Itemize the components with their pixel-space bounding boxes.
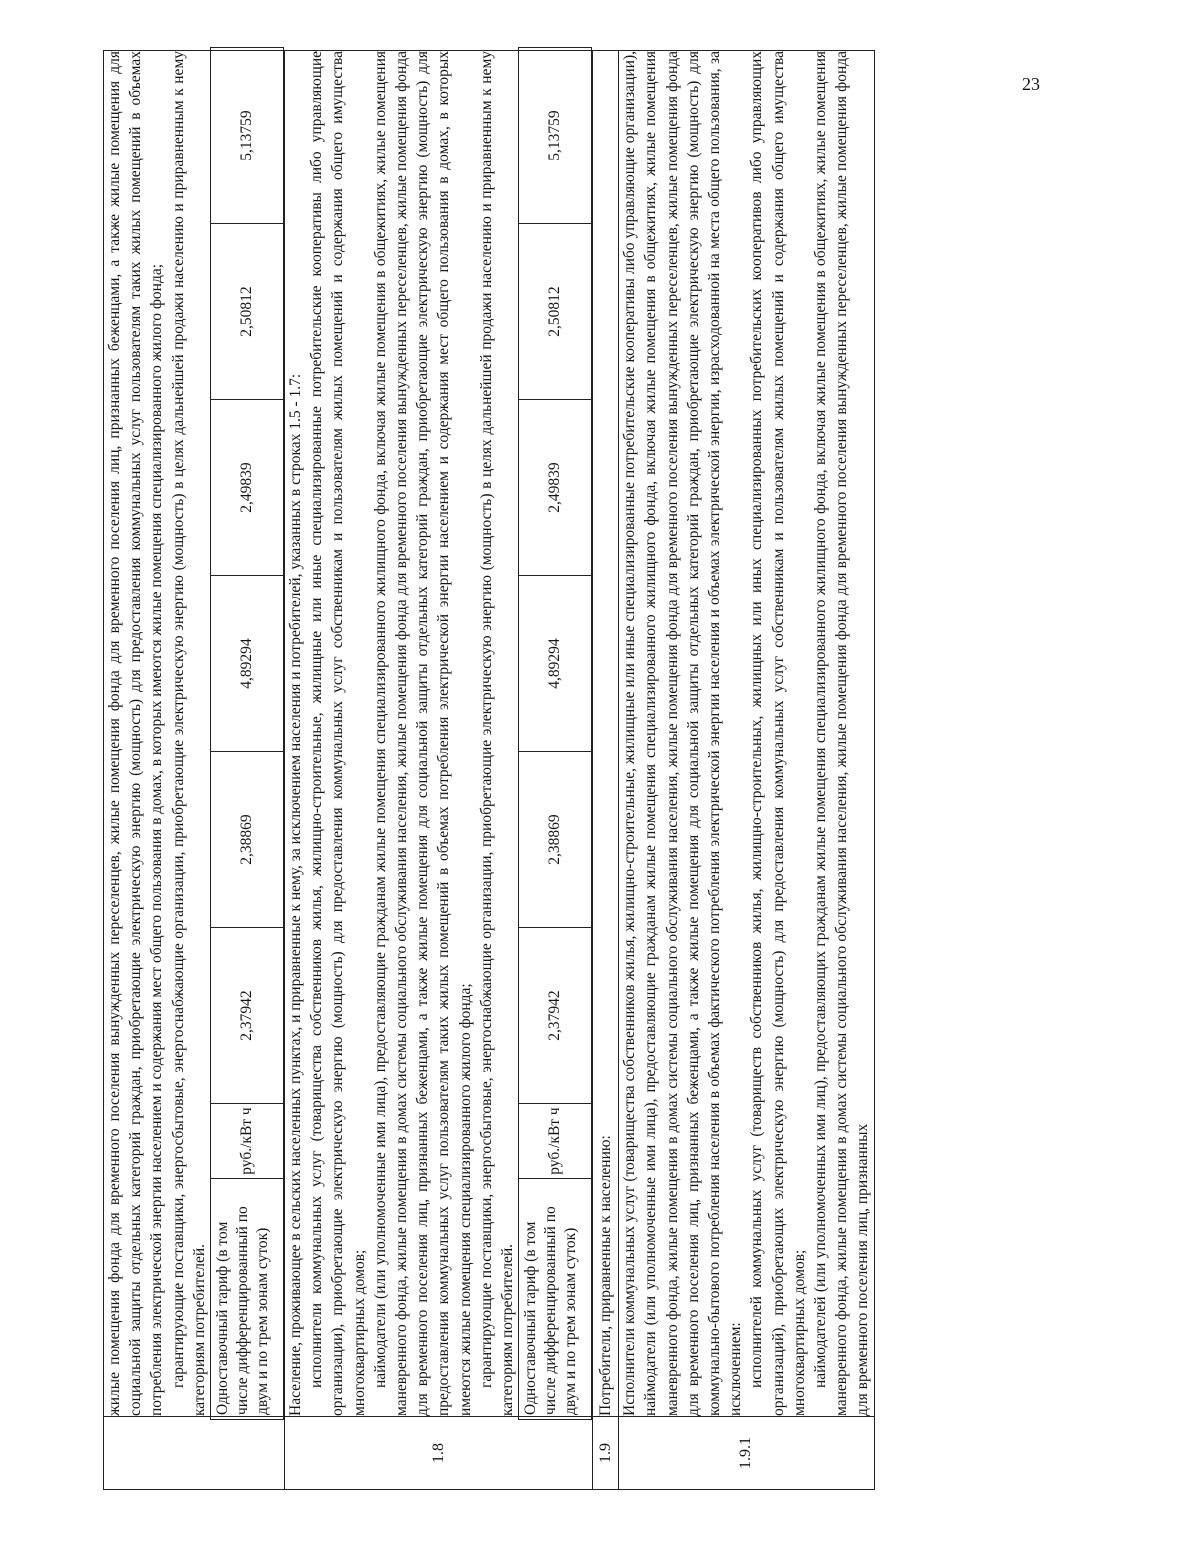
page-number: 23 <box>1022 74 1040 94</box>
tariff-value: 2,50812 <box>519 224 592 400</box>
tariff-value: 2,50812 <box>211 224 284 400</box>
row-content <box>619 51 874 1417</box>
paragraph: наймодателей (или уполномоченных ими лиц), предоставляющих гражданам жилые помещения специализированного жилищного фонда, включая жилые помещения в общежитиях, жилые помещения маневренного фонда, жилые помещения в домах системы социального обслуживания населения, жилые помещения фонда для временного поселения вынужденных переселенцев, жилые помещения фонда для временного поселения лиц, признанных <box>812 51 872 1416</box>
tariff-values-table <box>210 47 284 1420</box>
tariff-value: 2,38869 <box>519 752 592 928</box>
row-number: 1.9 <box>593 1417 619 1490</box>
table-row <box>104 51 285 1490</box>
table-row <box>593 51 619 1490</box>
tariff-unit: руб./кВт ч <box>211 1104 284 1179</box>
row-content <box>593 51 619 1417</box>
paragraph: гарантирующие поставщики, энергосбытовые, энергоснабжающие организации, приобретающие электрическую энергию (мощность) в целях дальнейшей продажи населению и приравненным к нему категориям потребителей. <box>169 51 208 1416</box>
tariff-value: 2,37942 <box>211 928 284 1104</box>
row-content <box>104 51 285 1417</box>
tariff-value: 5,13759 <box>519 48 592 224</box>
paragraph: наймодатели (или уполномоченные ими лица), предоставляющие гражданам жилые помещения специализированного жилищного фонда, включая жилые помещения в общежитиях, жилые помещения маневренного фонда, жилые помещения в домах системы социального обслуживания населения, жилые помещения фонда для временного поселения вынужденных переселенцев, жилые помещения фонда для временного поселения лиц, признанных беженцами, а также жилые помещения для социальной защиты отдельных категорий граждан, приобретающие электрическую энергию (мощность) для предоставления коммунальных услуг пользователям таких жилых помещений в объемах потребления электрической энергии населением и содержания мест общего пользования в домах, в которых имеются жилые помещения специализированного жилого фонда; <box>371 51 474 1416</box>
tariff-row <box>519 48 592 1420</box>
tariff-label: Одноставочный тариф (в том числе дифференцированный по двум и по трем зонам суток) <box>519 1179 592 1420</box>
table-row <box>285 51 593 1490</box>
tariff-value: 2,38869 <box>211 752 284 928</box>
rotated-page <box>103 50 1031 1490</box>
paragraph: исполнители коммунальных услуг (товарищества собственников жилья, жилищно-строительные, жилищные или иные специализированные потребительские кооперативы либо управляющие организации), приобретающие электрическую энергию (мощность) для предоставления коммунальных услуг собственникам и пользователям жилых помещений и содержания общего имущества многоквартирных домов; <box>308 51 368 1416</box>
tariff-table <box>103 50 875 1490</box>
tariff-value: 2,49839 <box>519 400 592 576</box>
row-number: 1.9.1 <box>619 1417 874 1490</box>
tariff-value: 4,89294 <box>519 576 592 752</box>
paragraph: Население, проживающее в сельских населенных пунктах, и приравненные к нему, за исключением населения и потребителей, указанных в строках 1.5 - 1.7: <box>287 373 305 1416</box>
paragraph: жилые помещения фонда для временного поселения вынужденных переселенцев, жилые помещения фонда для временного поселения лиц, признанных беженцами, а также жилые помещения для социальной защиты отдельных категорий граждан, приобретающие электрическую энергию (мощность) для предоставления коммунальных услуг пользователям таких жилых помещений в объемах потребления электрической энергии населением и содержания мест общего пользования в домах, в которых имеются жилые помещения специализированного жилого фонда; <box>106 51 166 1416</box>
tariff-value: 2,37942 <box>519 928 592 1104</box>
row-heading: Потребители, приравненные к населению: <box>597 1135 615 1416</box>
paragraph: гарантирующие поставщики, энергосбытовые, энергоснабжающие организации, приобретающие электрическую энергию (мощность) в целях дальнейшей продажи населению и приравненным к нему категориям потребителей. <box>477 51 517 1416</box>
tariff-values-table <box>518 47 592 1420</box>
table-row <box>619 51 874 1490</box>
tariff-value: 4,89294 <box>211 576 284 752</box>
tariff-label: Одноставочный тариф (в том числе дифференцированный по двум и по трем зонам суток) <box>211 1179 284 1420</box>
row-number: 1.8 <box>285 1417 593 1490</box>
tariff-unit: руб./кВт ч <box>519 1104 592 1179</box>
paragraph: исполнителей коммунальных услуг (товариществ собственников жилья, жилищно-строительных, жилищных или иных специализированных потребительских кооперативов либо управляющих организаций), приобретающих электрическую энергию (мощность) для предоставления коммунальных услуг собственникам и пользователям жилых помещений и содержания общего имущества многоквартирных домов; <box>748 51 808 1416</box>
paragraph: Исполнители коммунальных услуг (товарищества собственников жилья, жилищно-строительные, жилищные или иные специализированные потребительские кооперативы либо управляющие организации), наймодатели (или уполномоченные ими лица), предоставляющие гражданам жилые помещения специализированного жилищного фонда, включая жилые помещения в общежитиях, жилые помещения маневренного фонда, жилые помещения в домах системы социального обслуживания населения, жилые помещения фонда для временного поселения вынужденных переселенцев, жилые помещения фонда для временного поселения лиц, признанных беженцами, а также жилые помещения для социальной защиты отдельных категорий граждан, приобретающие электрическую энергию (мощность) для коммунально-бытового потребления населения в объемах фактического потребления электрической энергии населения и объемах электрической энергии, израсходованной на места общего пользования, за исключением: <box>621 51 745 1416</box>
row-number-empty <box>104 1417 285 1490</box>
tariff-value: 2,49839 <box>211 400 284 576</box>
row-content <box>285 51 593 1417</box>
tariff-row <box>211 48 284 1420</box>
tariff-value: 5,13759 <box>211 48 284 224</box>
